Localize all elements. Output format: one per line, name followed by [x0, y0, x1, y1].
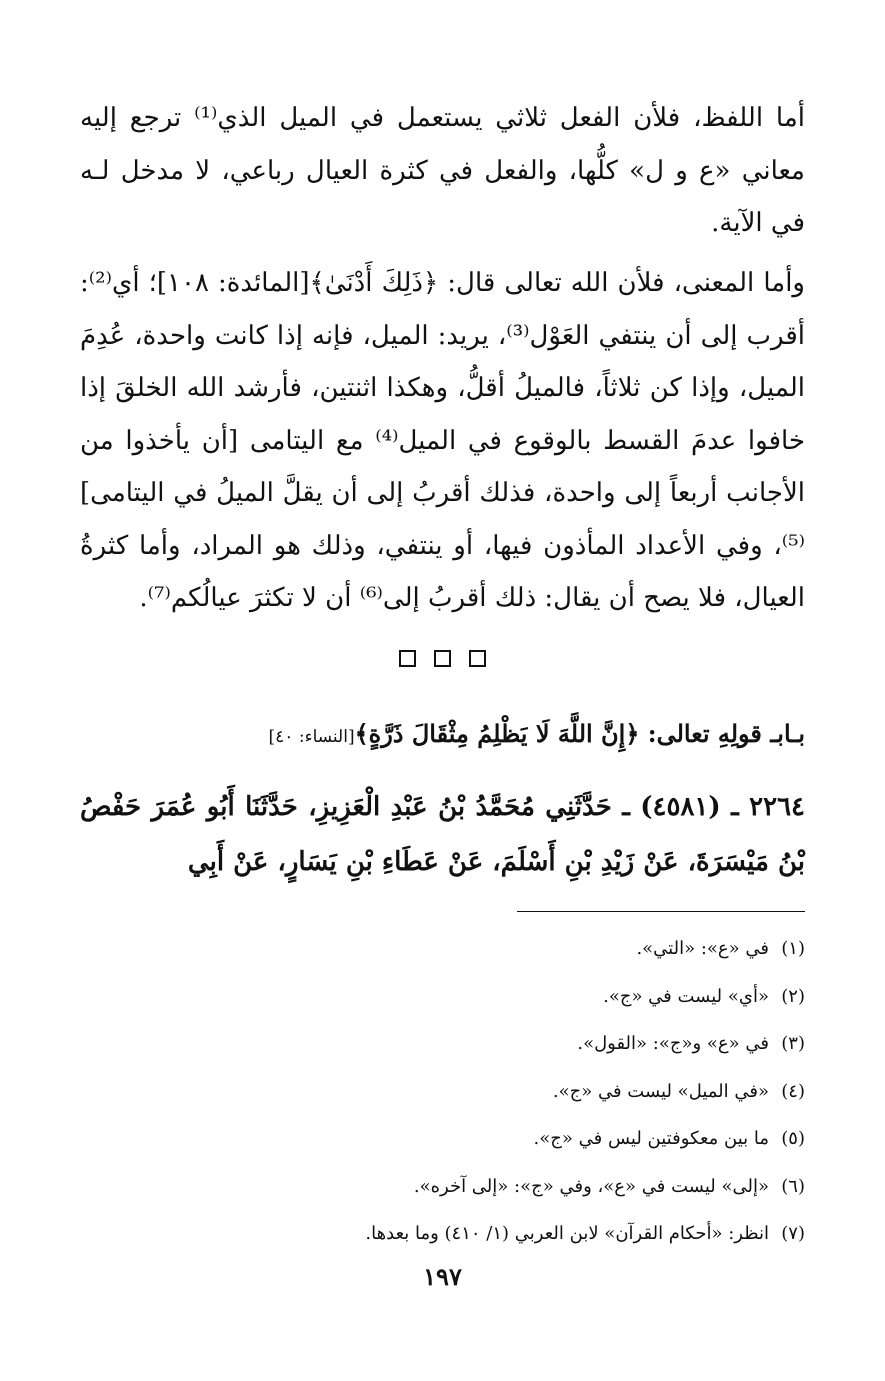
footnote-text: انظر: «أحكام القرآن» لابن العربي (١/ ٤١٠) وما بعدها. — [365, 1223, 769, 1244]
hadith-text: ٢٢٦٤ ـ (٤٥٨١) ـ حَدَّثَنِي مُحَمَّدُ بْنُ عَبْدِ الْعَزِيزِ، حَدَّثَنَا أَبُو عُمَرَ حَفْصُ بْنُ مَيْسَرَةَ، عَنْ زَيْدِ بْنِ أَسْلَمَ، عَنْ عَطَاءِ بْنِ يَسَارٍ، عَنْ أَبِي — [80, 792, 805, 877]
chapter-verse: ﴿إِنَّ اللَّهَ لَا يَظْلِمُ مِثْقَالَ ذَرَّةٍ﴾ — [354, 719, 640, 748]
page-number: ١٩٧ — [423, 1262, 462, 1291]
footnote-item — [80, 1068, 805, 1116]
footnote-number: (٢) — [781, 985, 805, 1007]
paragraph-1: أما اللفظ، فلأن الفعل ثلاثي يستعمل في الميل الذي⁽¹⁾ ترجع إليه معاني «ع و ل» كلُّها، والفعل في كثرة العيال رباعي، لا مدخل لـه في الآية. — [80, 103, 805, 238]
footnote-text: في «ع» و«ج»: «القول». — [577, 1033, 769, 1054]
footnote-item — [80, 925, 805, 973]
footnote-text: «إلى» ليست في «ع»، وفي «ج»: «إلى آخره». — [413, 1175, 769, 1197]
footnotes-list — [80, 925, 805, 1258]
footnote-number: (٥) — [781, 1128, 805, 1149]
footnote-number: (٤) — [781, 1080, 805, 1102]
chapter-verse-reference: [النساء: ٤٠] — [268, 727, 355, 747]
footnote-number: (١) — [781, 938, 805, 959]
square-ornament-icon — [399, 650, 416, 667]
footnote-item — [80, 973, 805, 1021]
footnote-separator — [517, 911, 805, 912]
footnote-item — [80, 1210, 805, 1258]
footnote-number: (٣) — [781, 1033, 805, 1054]
footnote-item — [80, 1163, 805, 1211]
footnote-number: (٦) — [781, 1175, 805, 1197]
chapter-label: بـابـ قولِهِ تعالى: — [647, 719, 805, 748]
footnote-text: «أي» ليست في «ج». — [603, 985, 769, 1007]
chapter-heading — [80, 712, 805, 759]
footnote-text: «في الميل» ليست في «ج». — [552, 1080, 769, 1102]
paragraph-2: وأما المعنى، فلأن الله تعالى قال: ﴿ذَلِكَ أَدْنَىٰ﴾[المائدة: ١٠٨]؛ أي⁽²⁾: أقرب إلى أن ينتفي العَوْل⁽³⁾، يريد: الميل، فإنه إذا كانت واحدة، عُدِمَ الميل، وإذا كن ثلاثاً، فالميلُ أقلُّ، وهكذا اثنتين، فأرشد الله الخلقَ إذا خافوا عدمَ القسط بالوقوع في الميل⁽⁴⁾ مع اليتامى [أن يأخذوا من الأجانب أربعاً إلى واحدة، فذلك أقربُ إلى أن يقلَّ الميلُ في اليتامى]⁽⁵⁾، وفي الأعداد المأذون فيها، أو ينتفي، وذلك هو المراد، وأما كثرةُ العيال، فلا يصح أن يقال: ذلك أقربُ إلى⁽⁶⁾ أن لا تكثرَ عيالُكم⁽⁷⁾. — [80, 268, 806, 613]
footnote-text: ما بين معكوفتين ليس في «ج». — [533, 1128, 769, 1149]
footnote-item — [80, 1115, 805, 1163]
square-ornament-icon — [434, 650, 451, 667]
footnote-item — [80, 1020, 805, 1068]
section-divider-ornament — [0, 650, 885, 667]
square-ornament-icon — [469, 650, 486, 667]
footnote-number: (٧) — [781, 1223, 805, 1244]
footnote-text: في «ع»: «التي». — [636, 938, 769, 959]
